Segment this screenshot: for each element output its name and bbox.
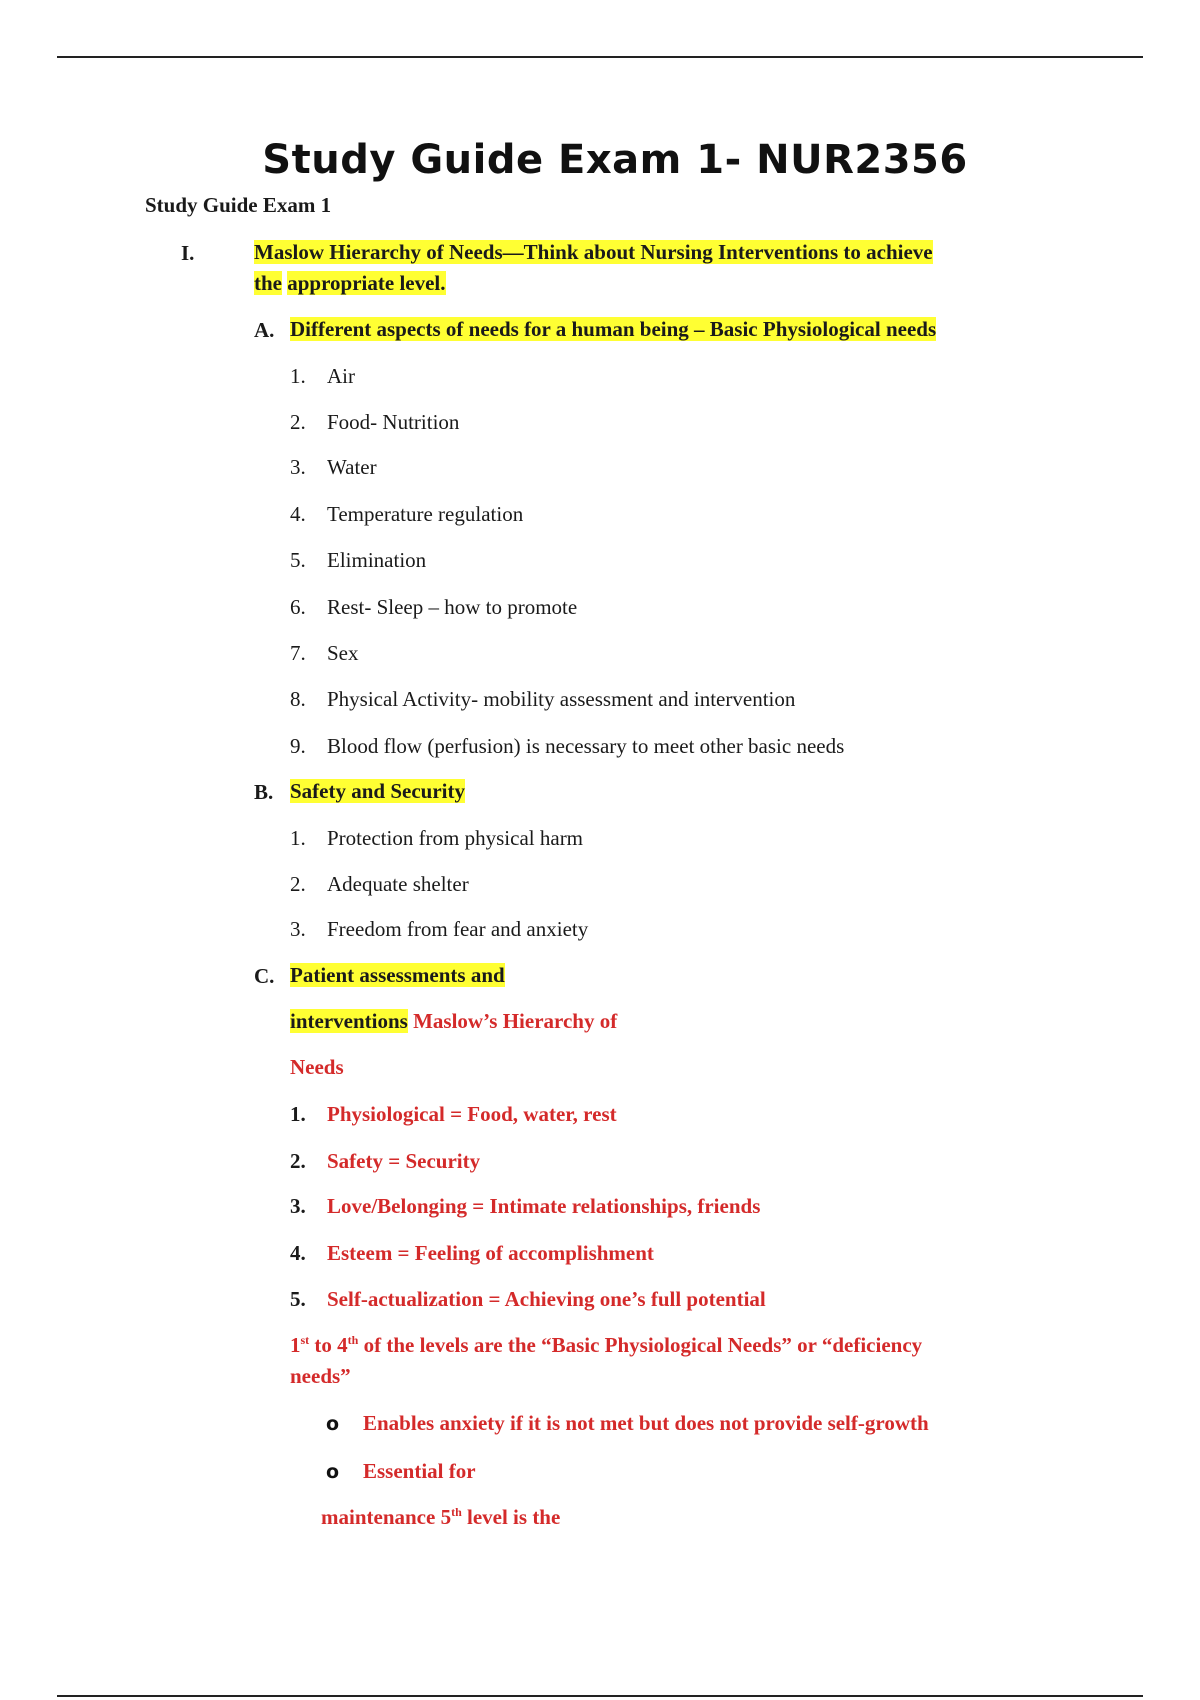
section-c-heading-line1: [290, 960, 505, 991]
last-line: [321, 1505, 560, 1530]
item-number: 3.: [290, 1194, 306, 1218]
item-text: Freedom from fear and anxiety: [327, 917, 589, 941]
list-item: [290, 872, 469, 897]
list-item: [290, 641, 359, 666]
item-text: Adequate shelter: [327, 872, 469, 896]
list-item: [290, 1241, 654, 1266]
last-line-sup: th: [451, 1505, 462, 1519]
section-i-heading-line1: Maslow Hierarchy of Needs—Think about Nursing Interventions to achieve: [254, 240, 933, 264]
section-c-letter: C.: [254, 964, 275, 988]
list-item: [290, 595, 577, 620]
section-b-letter: B.: [254, 780, 274, 804]
bullet-text: Enables anxiety if it is not met but does not provide self-growth: [363, 1411, 929, 1435]
item-text: Water: [327, 455, 377, 479]
section-c-heading-line2: [290, 1006, 617, 1037]
document-title: Study Guide Exam 1- NUR2356: [262, 137, 968, 183]
list-item: [290, 1287, 766, 1312]
hollow-bullet-icon: o: [326, 1461, 340, 1483]
list-item: [290, 455, 377, 480]
section-i-heading-line2a: the: [254, 271, 282, 295]
item-number: 4.: [290, 502, 306, 526]
levels-note-sup: st: [300, 1333, 310, 1347]
item-number: 3.: [290, 917, 306, 941]
item-number: 1.: [290, 364, 306, 388]
list-item: [290, 410, 459, 435]
item-text: Self-actualization = Achieving one’s full potential: [327, 1287, 766, 1311]
list-item: [290, 1102, 617, 1127]
section-c-heading-red: Maslow’s Hierarchy of: [413, 1009, 618, 1033]
list-item: [290, 687, 795, 712]
section-a-heading-text: Different aspects of needs for a human being – Basic Physiological needs: [290, 317, 937, 341]
section-i-number: I.: [181, 241, 195, 265]
item-text: Physical Activity- mobility assessment and intervention: [327, 687, 796, 711]
document-subtitle: Study Guide Exam 1: [145, 193, 332, 217]
item-text: Esteem = Feeling of accomplishment: [327, 1241, 654, 1265]
hollow-bullet-icon: o: [326, 1413, 340, 1435]
list-item: [290, 1149, 480, 1174]
item-text: Food- Nutrition: [327, 410, 460, 434]
item-number: 1.: [290, 826, 306, 850]
levels-note-line1: [290, 1333, 922, 1358]
top-rule: [57, 56, 1143, 58]
item-text: Sex: [327, 641, 359, 665]
section-a-heading: [290, 314, 936, 345]
item-number: 3.: [290, 455, 306, 479]
list-item: [290, 734, 844, 759]
item-text: Physiological = Food, water, rest: [327, 1102, 617, 1126]
item-number: 2.: [290, 410, 306, 434]
section-i-heading-line2b: appropriate level.: [287, 271, 446, 295]
item-number: 6.: [290, 595, 306, 619]
item-number: 5.: [290, 548, 306, 572]
item-number: 5.: [290, 1287, 306, 1311]
bullet-item: [326, 1459, 476, 1484]
levels-note-sup: th: [347, 1333, 359, 1347]
list-item: [290, 502, 523, 527]
list-item: [290, 917, 588, 942]
last-line-part: level is the: [461, 1505, 561, 1529]
levels-note-line2: needs”: [290, 1364, 351, 1388]
item-number: 2.: [290, 872, 306, 896]
item-number: 8.: [290, 687, 306, 711]
item-number: 4.: [290, 1241, 306, 1265]
section-c-heading-line3: Needs: [290, 1055, 344, 1079]
item-text: Rest- Sleep – how to promote: [327, 595, 578, 619]
item-text: Air: [327, 364, 355, 388]
section-b-heading: [290, 776, 465, 807]
section-c-heading-highlight: interventions: [290, 1009, 408, 1033]
section-b-heading-text: Safety and Security: [290, 779, 465, 803]
item-number: 2.: [290, 1149, 306, 1173]
section-a-letter: A.: [254, 318, 275, 342]
last-line-part: maintenance 5: [321, 1505, 452, 1529]
section-c-heading-text: Patient assessments and: [290, 963, 505, 987]
item-text: Elimination: [327, 548, 427, 572]
item-text: Protection from physical harm: [327, 826, 584, 850]
item-text: Blood flow (perfusion) is necessary to meet other basic needs: [327, 734, 845, 758]
item-number: 1.: [290, 1102, 306, 1126]
list-item: [290, 826, 583, 851]
levels-note-part: of the levels are the “Basic Physiological Needs” or “deficiency: [358, 1333, 923, 1357]
list-item: [290, 364, 355, 389]
list-item: [290, 548, 426, 573]
item-number: 7.: [290, 641, 306, 665]
item-text: Temperature regulation: [327, 502, 524, 526]
item-text: Safety = Security: [327, 1149, 481, 1173]
bullet-item: [326, 1411, 929, 1436]
section-i-heading: [254, 237, 1054, 299]
levels-note-part: 1: [290, 1333, 301, 1357]
levels-note-part: to 4: [309, 1333, 348, 1357]
item-number: 9.: [290, 734, 306, 758]
bullet-text: Essential for: [363, 1459, 476, 1483]
bottom-rule: [57, 1695, 1143, 1697]
list-item: [290, 1194, 760, 1219]
item-text: Love/Belonging = Intimate relationships, friends: [327, 1194, 761, 1218]
